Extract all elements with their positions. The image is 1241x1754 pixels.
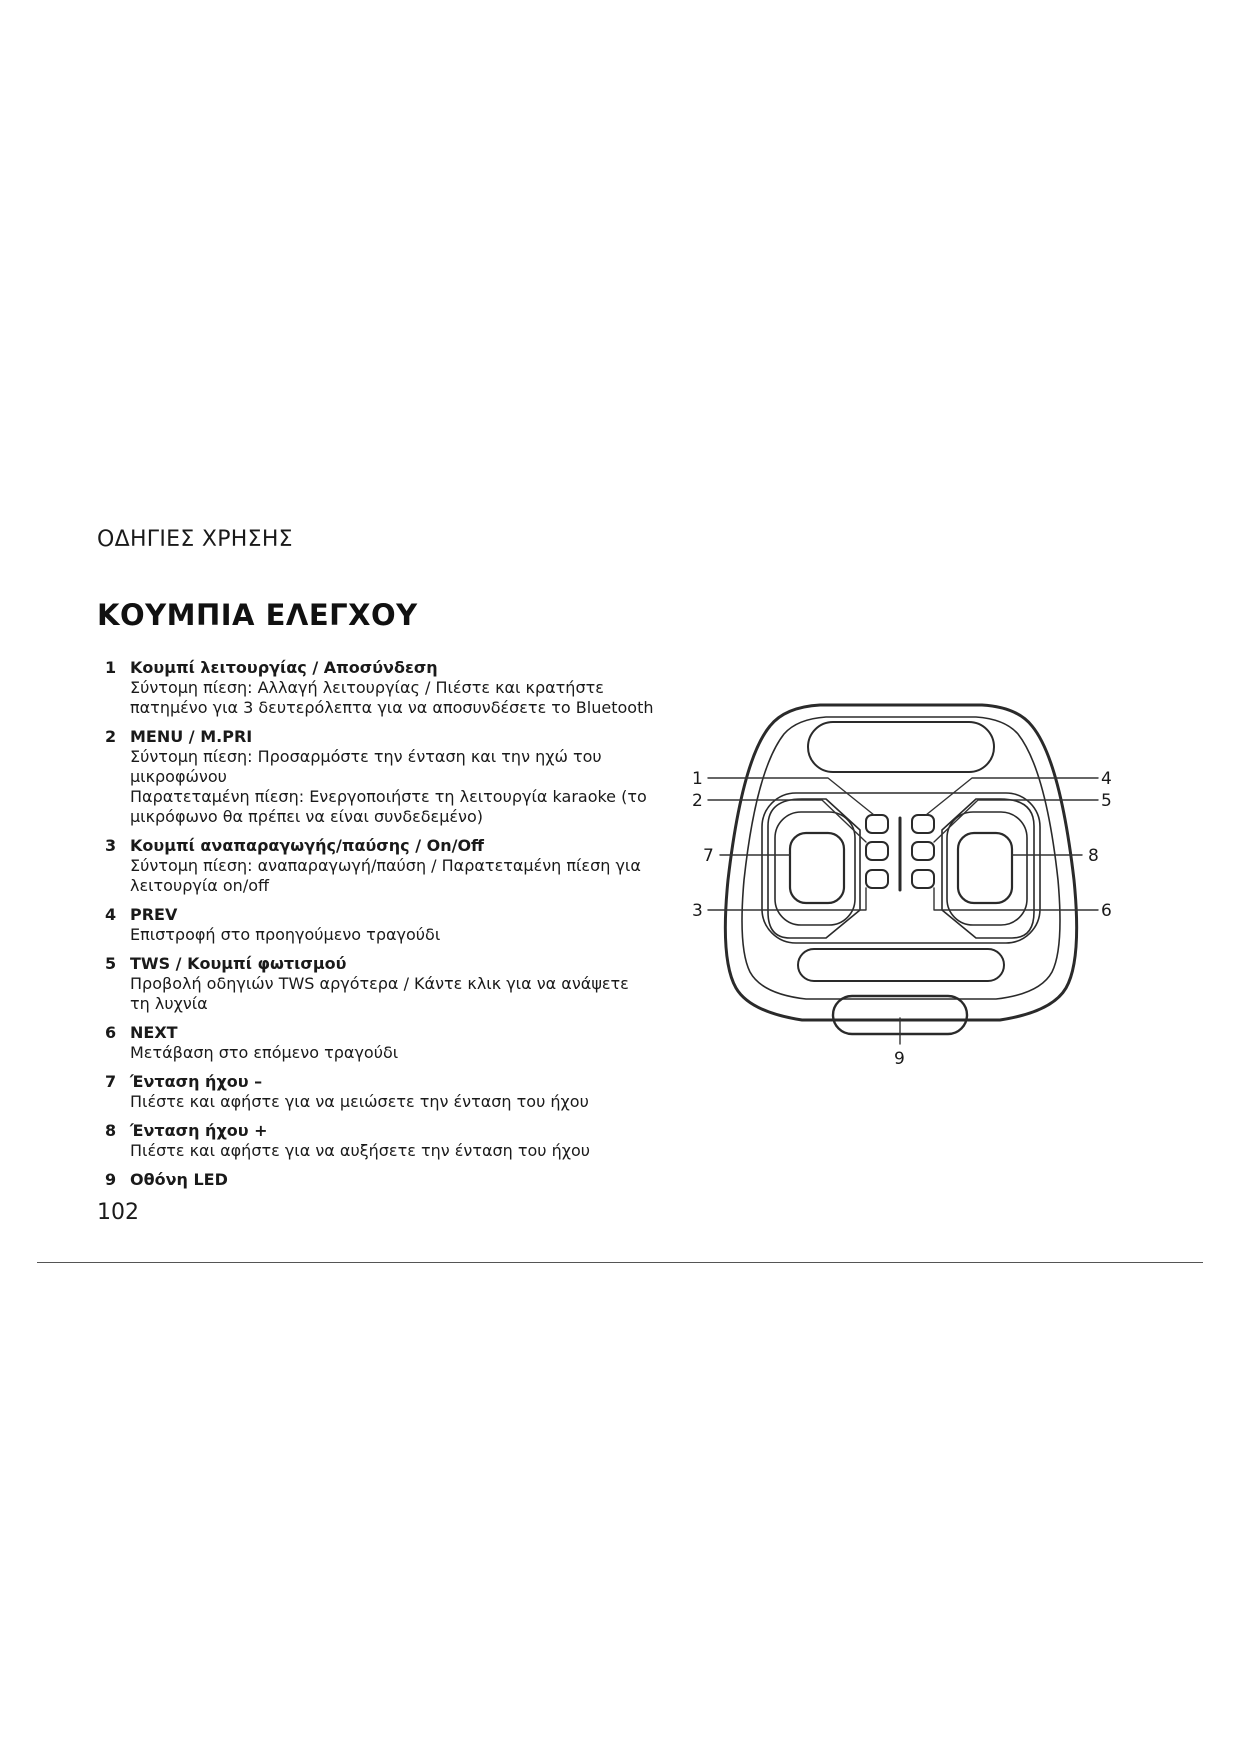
- play-pause-button: [866, 870, 888, 888]
- mode-button: [866, 815, 888, 833]
- control-desc: Σύντομη πίεση: Προσαρμόστε την ένταση και την ηχώ του: [130, 747, 602, 766]
- callout-4: 4: [1101, 769, 1112, 789]
- control-desc: Επιστροφή στο προηγούμενο τραγούδι: [130, 925, 441, 944]
- control-number: 9: [105, 1170, 117, 1189]
- next-button: [912, 870, 934, 888]
- tws-light-button: [912, 842, 934, 860]
- control-title: TWS / Κουμπί φωτισμού: [130, 954, 347, 973]
- control-desc: Σύντομη πίεση: αναπαραγωγή/παύση / Παρατεταμένη πίεση για: [130, 856, 641, 875]
- control-number: 8: [105, 1121, 117, 1140]
- callout-8: 8: [1088, 846, 1099, 866]
- control-desc: μικρόφωνο θα πρέπει να είναι συνδεδεμένο): [130, 807, 483, 826]
- control-title: Ένταση ήχου –: [130, 1072, 263, 1091]
- control-number: 2: [105, 727, 117, 746]
- control-title: Κουμπί αναπαραγωγής/παύσης / On/Off: [130, 836, 484, 855]
- control-desc: μικροφώνου: [130, 767, 227, 786]
- control-title: Ένταση ήχου +: [130, 1121, 268, 1140]
- control-desc: Μετάβαση στο επόμενο τραγούδι: [130, 1043, 399, 1062]
- leader-line-1: [708, 778, 874, 815]
- control-number: 1: [105, 658, 117, 677]
- callout-3: 3: [692, 901, 703, 921]
- control-desc: Σύντομη πίεση: Αλλαγή λειτουργίας / Πιέστε και κρατήστε: [130, 678, 604, 697]
- control-number: 6: [105, 1023, 117, 1042]
- control-number: 4: [105, 905, 117, 924]
- callout-7: 7: [703, 846, 714, 866]
- page-title: ΚΟΥΜΠΙΑ ΕΛΕΓΧΟΥ: [97, 598, 418, 632]
- lower-bar: [798, 949, 1004, 981]
- control-title: PREV: [130, 905, 178, 924]
- header-label: ΟΔΗΓΙΕΣ ΧΡΗΣΗΣ: [97, 527, 293, 552]
- leader-line-2: [708, 800, 866, 842]
- control-desc: Πιέστε και αφήστε για να μειώσετε την ένταση του ήχου: [130, 1092, 589, 1111]
- volume-down-button: [790, 833, 844, 903]
- control-number: 7: [105, 1072, 117, 1091]
- control-number: 3: [105, 836, 117, 855]
- volume-up-button: [958, 833, 1012, 903]
- control-desc: πατημένο για 3 δευτερόλεπτα για να αποσυνδέσετε το Bluetooth: [130, 698, 654, 717]
- callout-6: 6: [1101, 901, 1112, 921]
- control-desc: Προβολή οδηγιών TWS αργότερα / Κάντε κλικ για να ανάψετε: [130, 974, 629, 993]
- control-title: MENU / M.PRI: [130, 727, 253, 746]
- page-number: 102: [97, 1200, 139, 1225]
- control-title: Κουμπί λειτουργίας / Αποσύνδεση: [130, 658, 438, 677]
- leader-line-4: [926, 778, 1098, 815]
- menu-button: [866, 842, 888, 860]
- callout-9: 9: [894, 1049, 905, 1069]
- control-number: 5: [105, 954, 117, 973]
- control-desc: λειτουργία on/off: [130, 876, 270, 895]
- leader-line-3: [708, 888, 866, 910]
- callout-1: 1: [692, 769, 703, 789]
- callout-5: 5: [1101, 791, 1112, 811]
- leader-line-5: [934, 800, 1098, 842]
- control-desc: τη λυχνία: [130, 994, 208, 1013]
- prev-button: [912, 815, 934, 833]
- control-desc: Πιέστε και αφήστε για να αυξήσετε την ένταση του ήχου: [130, 1141, 591, 1160]
- control-title: NEXT: [130, 1023, 178, 1042]
- control-title: Οθόνη LED: [130, 1170, 228, 1189]
- top-pill: [808, 722, 994, 772]
- footer-rule: [37, 1262, 1203, 1263]
- control-desc: Παρατεταμένη πίεση: Ενεργοποιήστε τη λειτουργία karaoke (το: [130, 787, 647, 806]
- callout-2: 2: [692, 791, 703, 811]
